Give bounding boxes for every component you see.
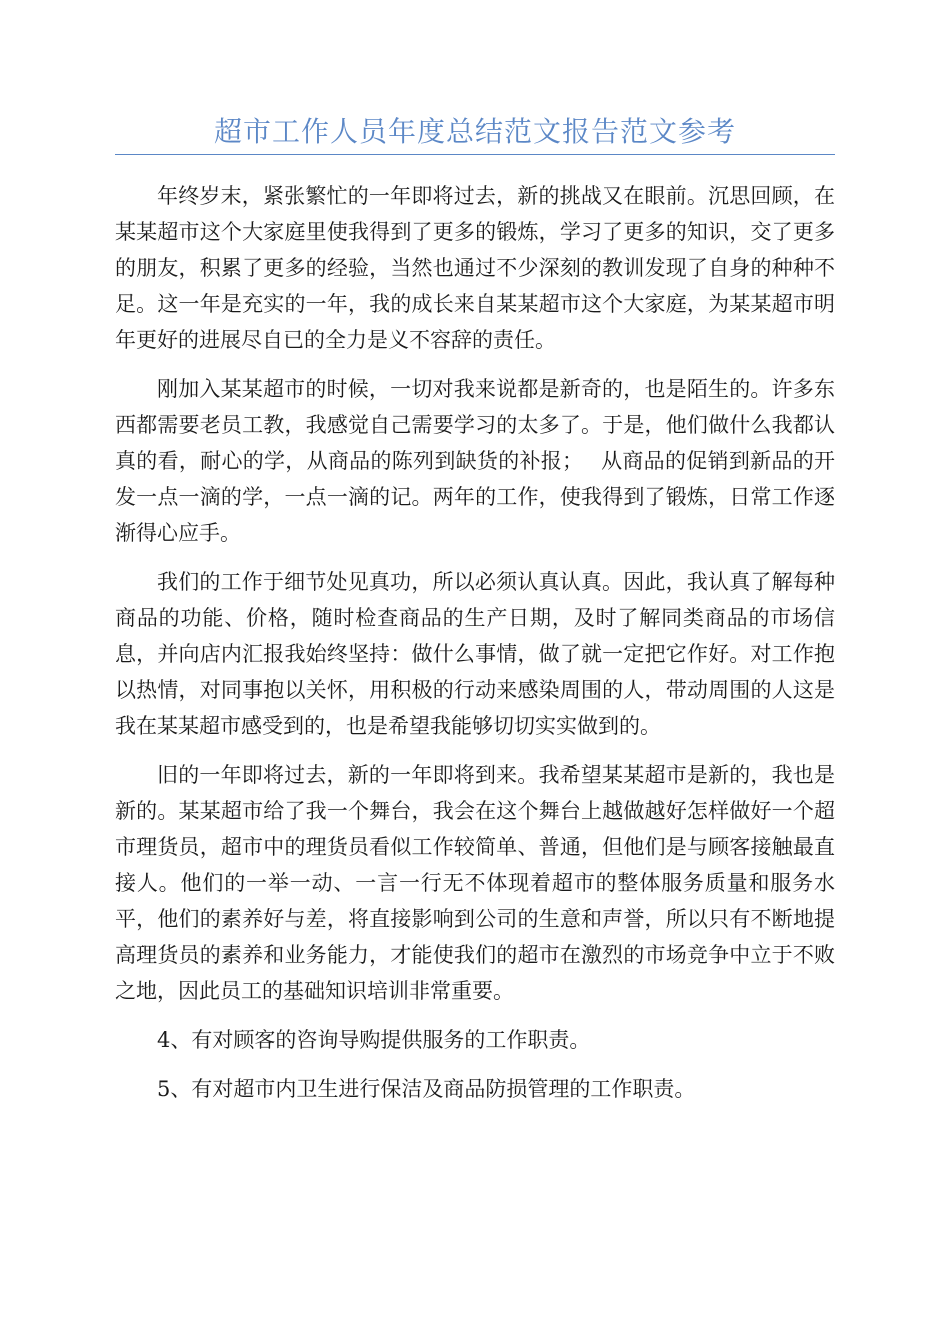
duty-item-5: 5、有对超市内卫生进行保洁及商品防损管理的工作职责。	[157, 1077, 696, 1101]
paragraph-details: 我们的工作于细节处见真功，所以必须认真认真。因此，我认真了解每种商品的功能、价格，随时检查商品的生产日期，及时了解同类商品的市场信息，并向店内汇报我始终坚持：做什么事情，做了就一定把它作好。对工作抱以热情，对同事抱以关怀，用积极的行动来感染周围的人，带动周围的人这是我在某某超市感受到的，也是希望我能够切切实实做到的。	[115, 570, 835, 738]
paragraph-new-year: 旧的一年即将过去，新的一年即将到来。我希望某某超市是新的，我也是新的。某某超市给了我一个舞台，我会在这个舞台上越做越好怎样做好一个超市理货员，超市中的理货员看似工作较简单、普通，但他们是与顾客接触最直接人。他们的一举一动、一言一行无不体现着超市的整体服务质量和服务水平，他们的素养好与差，将直接影响到公司的生意和声誉，所以只有不断地提高理货员的素养和业务能力，才能使我们的超市在激烈的市场竞争中立于不败之地，因此员工的基础知识培训非常重要。	[115, 763, 835, 1003]
paragraph-intro: 年终岁末，紧张繁忙的一年即将过去，新的挑战又在眼前。沉思回顾，在某某超市这个大家庭里使我得到了更多的锻炼，学习了更多的知识，交了更多的朋友，积累了更多的经验，当然也通过不少深刻的教训发现了自身的种种不足。这一年是充实的一年，我的成长来自某某超市这个大家庭，为某某超市明年更好的进展尽自已的全力是义不容辞的责任。	[115, 184, 835, 352]
paragraph-joining: 刚加入某某超市的时候，一切对我来说都是新奇的，也是陌生的。许多东西都需要老员工教，我感觉自己需要学习的太多了。于是，他们做什么我都认真的看，耐心的学，从商品的陈列到缺货的补报； 从商品的促销到新品的开发一点一滴的学，一点一滴的记。两年的工作，使我得到了锻炼，日常工作逐渐得心应手。	[115, 377, 835, 545]
title-underline-divider	[115, 154, 835, 155]
document-body	[115, 178, 835, 1120]
duty-item-4: 4、有对顾客的咨询导购提供服务的工作职责。	[157, 1028, 591, 1052]
page-title: 超市工作人员年度总结范文报告范文参考	[213, 115, 736, 148]
